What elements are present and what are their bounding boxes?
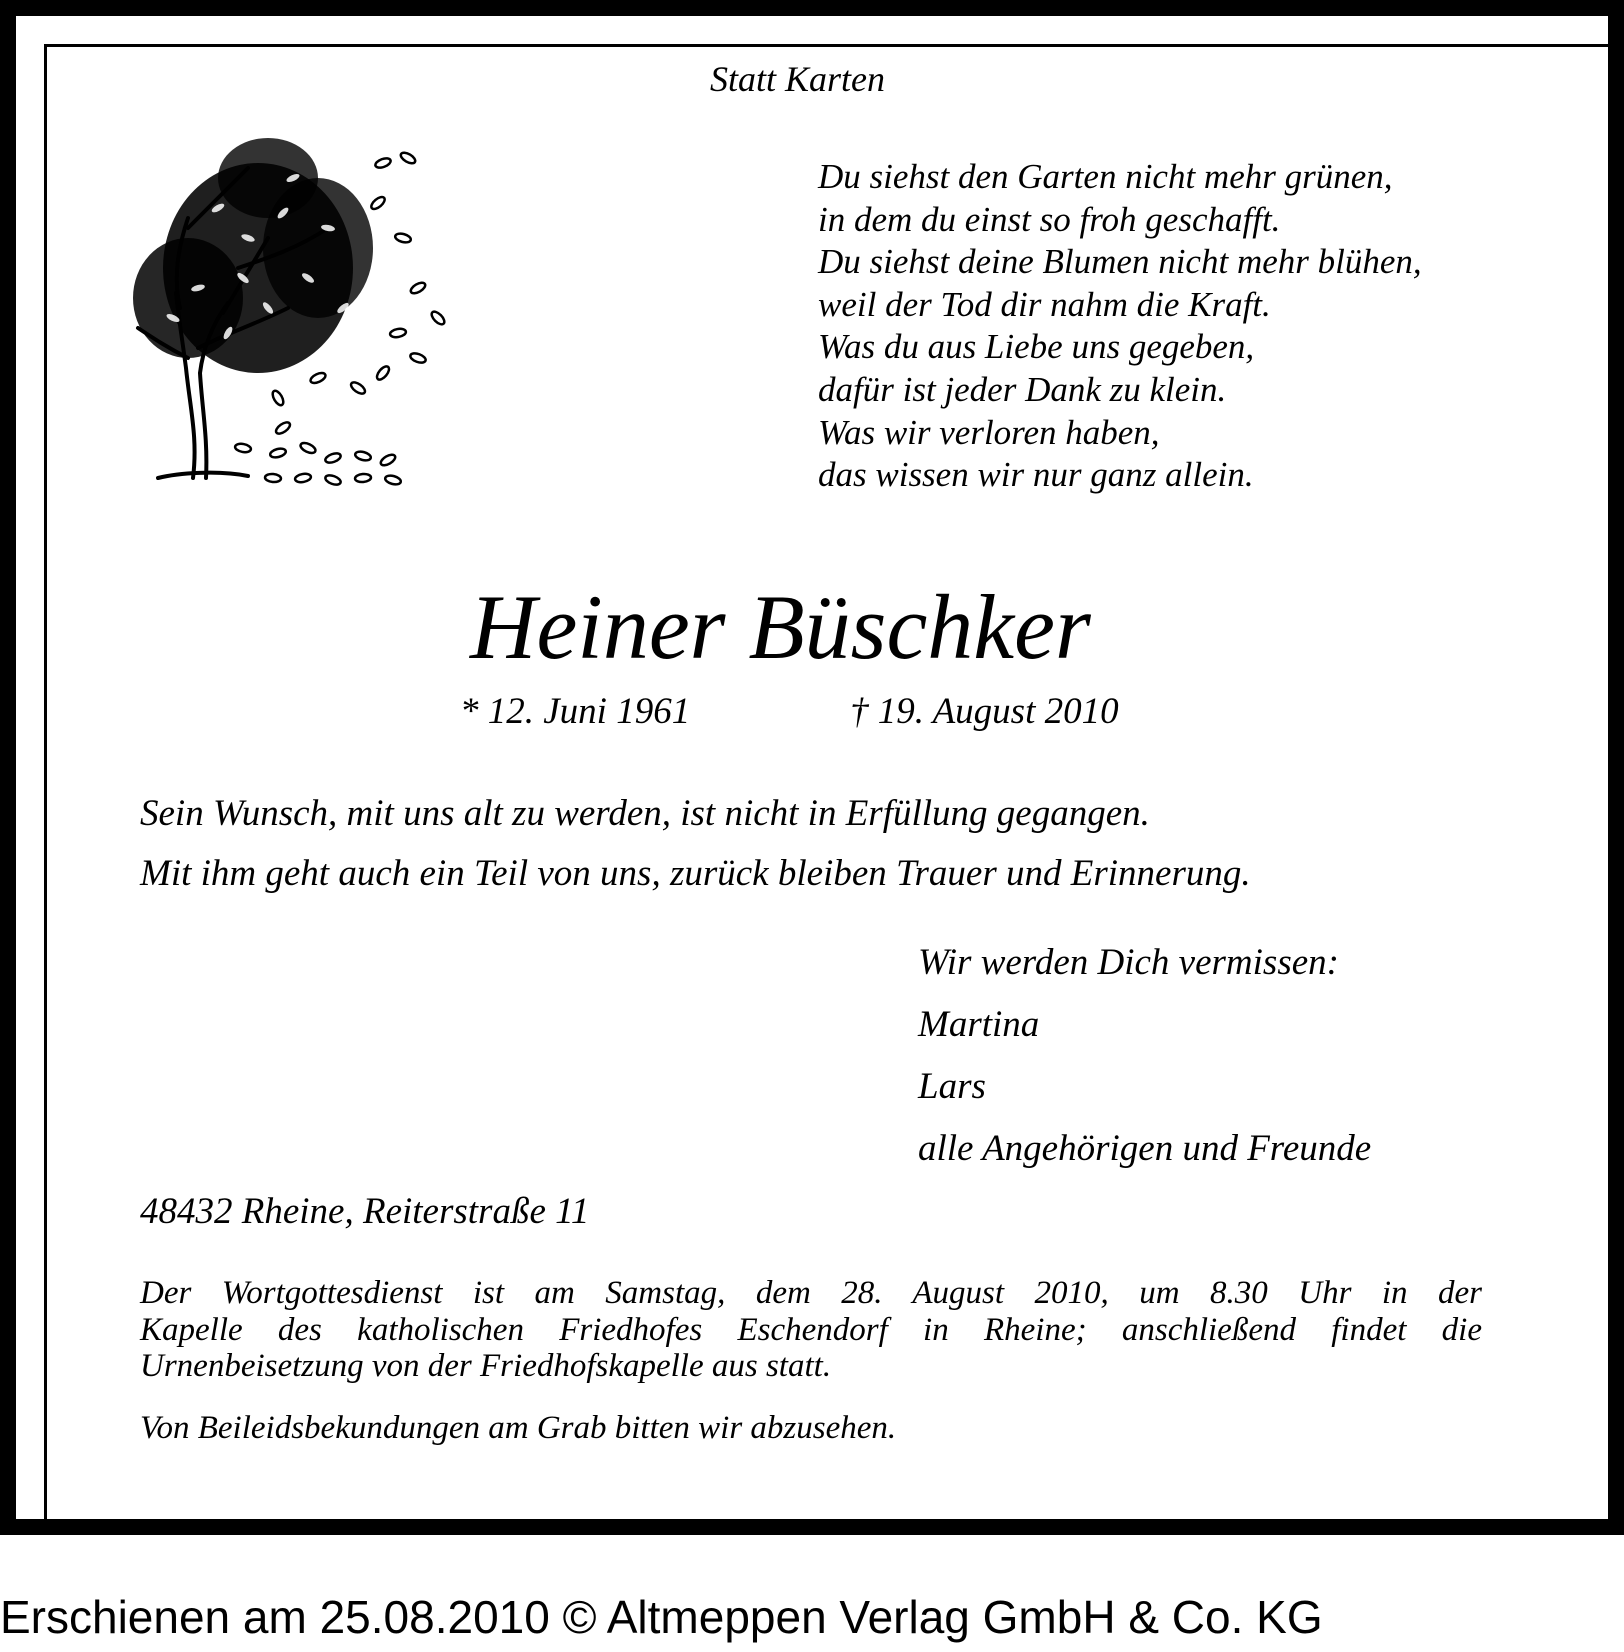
poem-line: in dem du einst so froh geschafft. [818, 199, 1281, 239]
mourner-name: alle Angehörigen und Freunde [918, 1128, 1372, 1169]
poem-line: dafür ist jeder Dank zu klein. [818, 369, 1227, 409]
poem-line: weil der Tod dir nahm die Kraft. [818, 284, 1271, 324]
address: 48432 Rheine, Reiterstraße 11 [140, 1191, 590, 1232]
signoff-intro: Wir werden Dich vermissen: [918, 942, 1339, 983]
birth-date: * 12. Juni 1961 [460, 691, 691, 732]
message-line: Mit ihm geht auch ein Teil von uns, zurück bleiben Trauer und Erinnerung. [140, 853, 1251, 894]
poem [818, 156, 1422, 497]
death-date: † 19. August 2010 [850, 691, 1119, 732]
service-line: Kapelle des katholischen Friedhofes Eschendorf in Rheine; anschließend findet die [140, 1311, 1482, 1348]
closing-note: Von Beileidsbekundungen am Grab bitten wir abzusehen. [140, 1410, 897, 1446]
signoff [918, 932, 1371, 1180]
service-info [140, 1275, 1482, 1385]
poem-line: das wissen wir nur ganz allein. [818, 455, 1254, 495]
header-note: Statt Karten [710, 59, 886, 99]
poem-line: Was du aus Liebe uns gegeben, [818, 327, 1255, 367]
message-line: Sein Wunsch, mit uns alt zu werden, ist nicht in Erfüllung gegangen. [140, 793, 1150, 834]
poem-line: Was wir verloren haben, [818, 412, 1160, 452]
deceased-name: Heiner Büschker [470, 576, 1091, 678]
mourner-name: Martina [918, 1004, 1040, 1045]
poem-line: Du siehst den Garten nicht mehr grünen, [818, 157, 1393, 196]
service-line: Urnenbeisetzung von der Friedhofskapelle aus statt. [140, 1348, 832, 1384]
message [140, 784, 1251, 904]
mourner-name: Lars [918, 1066, 986, 1107]
service-line: Der Wortgottesdienst ist am Samstag, dem 28. August 2010, um 8.30 Uhr in der [140, 1275, 1482, 1311]
poem-line: Du siehst deine Blumen nicht mehr blühen, [818, 242, 1422, 282]
publication-footer: Erschienen am 25.08.2010 © Altmeppen Verlag GmbH & Co. KG [0, 1591, 1323, 1643]
tree-with-falling-leaves-icon [118, 118, 478, 493]
